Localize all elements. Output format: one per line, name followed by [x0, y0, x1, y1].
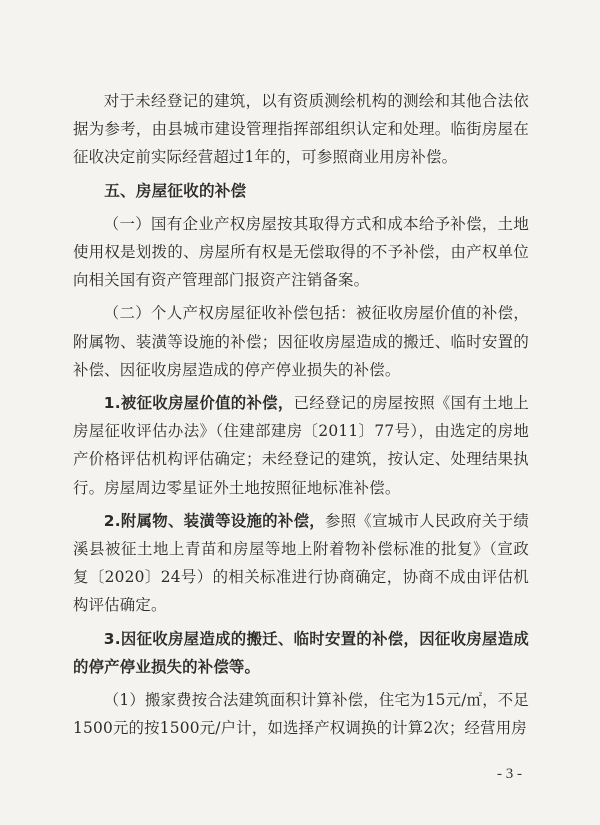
paragraph-text: （一）国有企业产权房屋按其取得方式和成本给予补偿，土地使用权是划拨的、房屋所有权是无偿取得的不予补偿，由产权单位向相关国有资产管理部门报资产注销备案。	[73, 214, 529, 290]
item-lead: 2.附属物、装潢等设施的补偿，	[103, 511, 325, 530]
paragraph-item-2	[73, 507, 529, 620]
item-lead: 3.因征收房屋造成的搬迁、临时安置的补偿，因征收房屋造成的停产停业损失的补偿等。	[73, 629, 529, 676]
paragraph-text: 已经登记的房屋按照《国有土地上房屋征收评估办法》（住建部建房〔2011〕77号），由选定的房地产价格评估机构评估确定；未经登记的建筑，按认定、处理结果执行。房屋周边零星证外土地按照征地标准补偿。	[73, 394, 529, 497]
paragraph-item-3	[73, 625, 529, 681]
document-body	[73, 87, 529, 747]
paragraph-item-1	[73, 389, 529, 502]
paragraph-text: （二）个人产权房屋征收补偿包括：被征收房屋价值的补偿，附属物、装潢等设施的补偿；因征收房屋造成的搬迁、临时安置的补偿、因征收房屋造成的停产停业损失的补偿。	[73, 304, 529, 379]
paragraph-text: （1）搬家费按合法建筑面积计算补偿，住宅为15元/㎡，不足1500元的按1500元/户计，如选择产权调换的计算2次；经营用房	[73, 691, 529, 738]
paragraph-personal-property	[73, 299, 529, 384]
paragraph-state-enterprise	[73, 210, 529, 295]
item-lead: 1.被征收房屋价值的补偿，	[103, 394, 294, 413]
paragraph-unregistered-buildings	[73, 87, 529, 172]
paragraph-moving-fee	[73, 686, 529, 742]
page-number: - 3 -	[497, 766, 522, 782]
paragraph-text: 参照《宣城市人民政府关于绩溪县被征土地上青苗和房屋等地上附着物补偿标准的批复》（宣政复〔2020〕24号）的相关标准进行协商确定，协商不成由评估机构评估确定。	[73, 511, 529, 615]
section-heading: 五、房屋征收的补偿	[104, 181, 247, 200]
paragraph-text: 对于未经登记的建筑，以有资质测绘机构的测绘和其他合法依据为参考，由县城市建设管理指挥部组织认定和处理。临街房屋在征收决定前实际经营超过1年的，可参照商业用房补偿。	[73, 92, 529, 167]
